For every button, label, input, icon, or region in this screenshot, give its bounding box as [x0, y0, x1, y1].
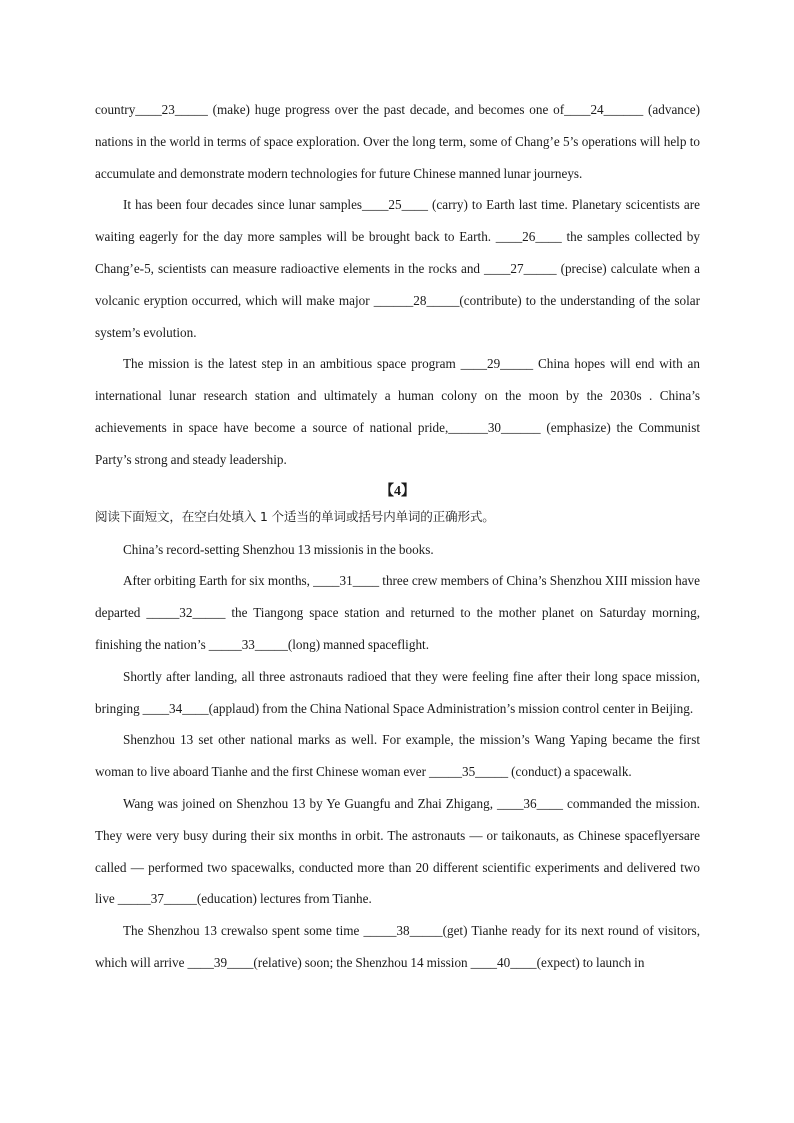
document-page — [95, 94, 700, 979]
paragraph-national-marks: Shenzhou 13 set other national marks as well. For example, the mission’s Wang Yaping became the first woman to live aboard Tianhe and the first Chinese woman ever _____35_____ (conduct) a spacewalk. — [95, 732, 700, 780]
paragraph-change-progress: country____23_____ (make) huge progress over the past decade, and becomes one of____24______ (advance) nations in the world in terms of space exploration. Over the long term, some of Chang’e 5’s operations will help to accumulate and demonstrate modern technologies for future Chinese manned lunar journeys. — [95, 102, 700, 181]
paragraph-crew: Wang was joined on Shenzhou 13 by Ye Guangfu and Zhai Zhigang, ____36____ commanded the mission. They were very busy during their six months in orbit. The astronauts — or taikonauts, as Chinese spaceflyersare called — performed two spacewalks, conducted more than 20 different scientific experiments and delivered two live _____37_____(education) lectures from Tianhe. — [95, 795, 700, 907]
paragraph-lunar-samples: It has been four decades since lunar samples____25____ (carry) to Earth last time. Planetary scicentists are waiting eagerly for the day more samples will be brought back to Earth. ____26____ the samples collected by Chang’e-5, scientists can measure radioactive elements in the rocks and ____27_____ (precise) calculate when a volcanic eryption occurred, which will make major ______28_____(contribute) to the understanding of the solar system’s evolution. — [95, 197, 700, 340]
paragraph-record-setting: China’s record-setting Shenzhou 13 missionis in the books. — [123, 541, 434, 557]
paragraph-landing: Shortly after landing, all three astronauts radioed that they were feeling fine after their long space mission, bringing ____34____(applaud) from the China National Space Administration’s mission control center in Beijing. — [95, 668, 700, 716]
section-heading: 【4】 — [380, 483, 415, 499]
paragraph-orbiting: After orbiting Earth for six months, ____31____ three crew members of China’s Shenzhou XIII mission have departed _____32_____ the Tiangong space station and returned to the mother planet on Saturday morning, finishing the nation’s _____33_____(long) manned spaceflight. — [95, 573, 700, 652]
paragraph-next-visitors: The Shenzhou 13 crewalso spent some time _____38_____(get) Tianhe ready for its next round of visitors, which will arrive ____39____(relative) soon; the Shenzhou 14 mission ____40____(expect) to launch in — [95, 923, 700, 970]
paragraph-space-program: The mission is the latest step in an ambitious space program ____29_____ China hopes will end with an international lunar research station and ultimately a human colony on the moon by the 2030s . China’s achievements in space have become a source of national pride,______30______ (emphasize) the Communist Party’s strong and steady leadership. — [95, 356, 700, 467]
instruction-text: 阅读下面短文，在空白处填入 1 个适当的单词或括号内单词的正确形式。 — [95, 508, 495, 524]
